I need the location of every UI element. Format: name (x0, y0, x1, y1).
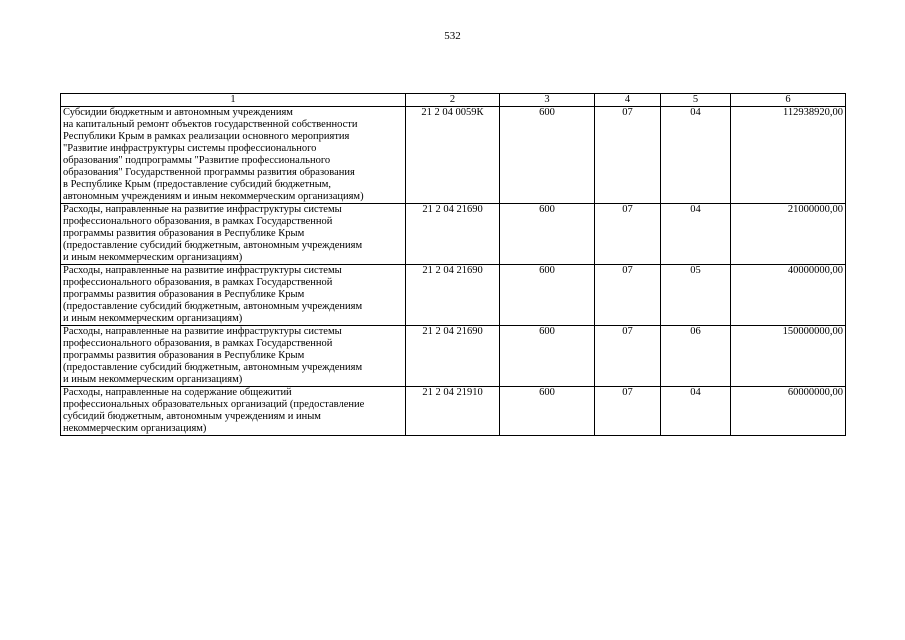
header-cell-4: 4 (595, 94, 661, 107)
table-row (61, 326, 846, 387)
row-type: 600 (500, 265, 595, 326)
row-amount: 40000000,00 (731, 265, 846, 326)
row-code: 21 2 04 21690 (406, 204, 500, 265)
budget-table (60, 93, 846, 436)
row-amount: 21000000,00 (731, 204, 846, 265)
row-amount: 112938920,00 (731, 107, 846, 204)
row-section: 07 (595, 265, 661, 326)
row-subsection: 04 (661, 387, 731, 436)
page-number: 532 (444, 30, 461, 42)
row-type: 600 (500, 204, 595, 265)
table-row (61, 387, 846, 436)
row-description: Субсидии бюджетным и автономным учреждениям на капитальный ремонт объектов государственной собственности Республики Крым в рамках реализации основного мероприятия "Развитие инфраструктуры системы профессионального образования" подпрограммы "Развитие профессионального образования" Государственной программы развития образования в Республике Крым (предоставление субсидий бюджетным, автономным учреждениям и иным некоммерческим организациям) (61, 107, 406, 204)
row-description: Расходы, направленные на развитие инфраструктуры системы профессионального образования, в рамках Государственной программы развития образования в Республике Крым (предоставление субсидий бюджетным, автономным учреждениям и иным некоммерческим организациям) (61, 265, 406, 326)
row-type: 600 (500, 387, 595, 436)
row-code: 21 2 04 21690 (406, 326, 500, 387)
table-row (61, 265, 846, 326)
header-cell-2: 2 (406, 94, 500, 107)
header-cell-5: 5 (661, 94, 731, 107)
row-section: 07 (595, 204, 661, 265)
row-code: 21 2 04 21690 (406, 265, 500, 326)
row-description: Расходы, направленные на развитие инфраструктуры системы профессионального образования, в рамках Государственной программы развития образования в Республике Крым (предоставление субсидий бюджетным, автономным учреждениям и иным некоммерческим организациям) (61, 204, 406, 265)
row-subsection: 05 (661, 265, 731, 326)
row-type: 600 (500, 107, 595, 204)
table-row (61, 204, 846, 265)
row-section: 07 (595, 326, 661, 387)
row-section: 07 (595, 107, 661, 204)
header-cell-3: 3 (500, 94, 595, 107)
table-header-row (61, 94, 846, 107)
header-cell-1: 1 (61, 94, 406, 107)
header-cell-6: 6 (731, 94, 846, 107)
row-subsection: 04 (661, 204, 731, 265)
row-amount: 60000000,00 (731, 387, 846, 436)
row-description: Расходы, направленные на содержание общежитий профессиональных образовательных организаций (предоставление субсидий бюджетным, автономным учреждениям и иным некоммерческим организациям) (61, 387, 406, 436)
row-amount: 150000000,00 (731, 326, 846, 387)
row-code: 21 2 04 0059К (406, 107, 500, 204)
row-subsection: 04 (661, 107, 731, 204)
row-section: 07 (595, 387, 661, 436)
row-type: 600 (500, 326, 595, 387)
table-row (61, 107, 846, 204)
row-subsection: 06 (661, 326, 731, 387)
row-description: Расходы, направленные на развитие инфраструктуры системы профессионального образования, в рамках Государственной программы развития образования в Республике Крым (предоставление субсидий бюджетным, автономным учреждениям и иным некоммерческим организациям) (61, 326, 406, 387)
row-code: 21 2 04 21910 (406, 387, 500, 436)
